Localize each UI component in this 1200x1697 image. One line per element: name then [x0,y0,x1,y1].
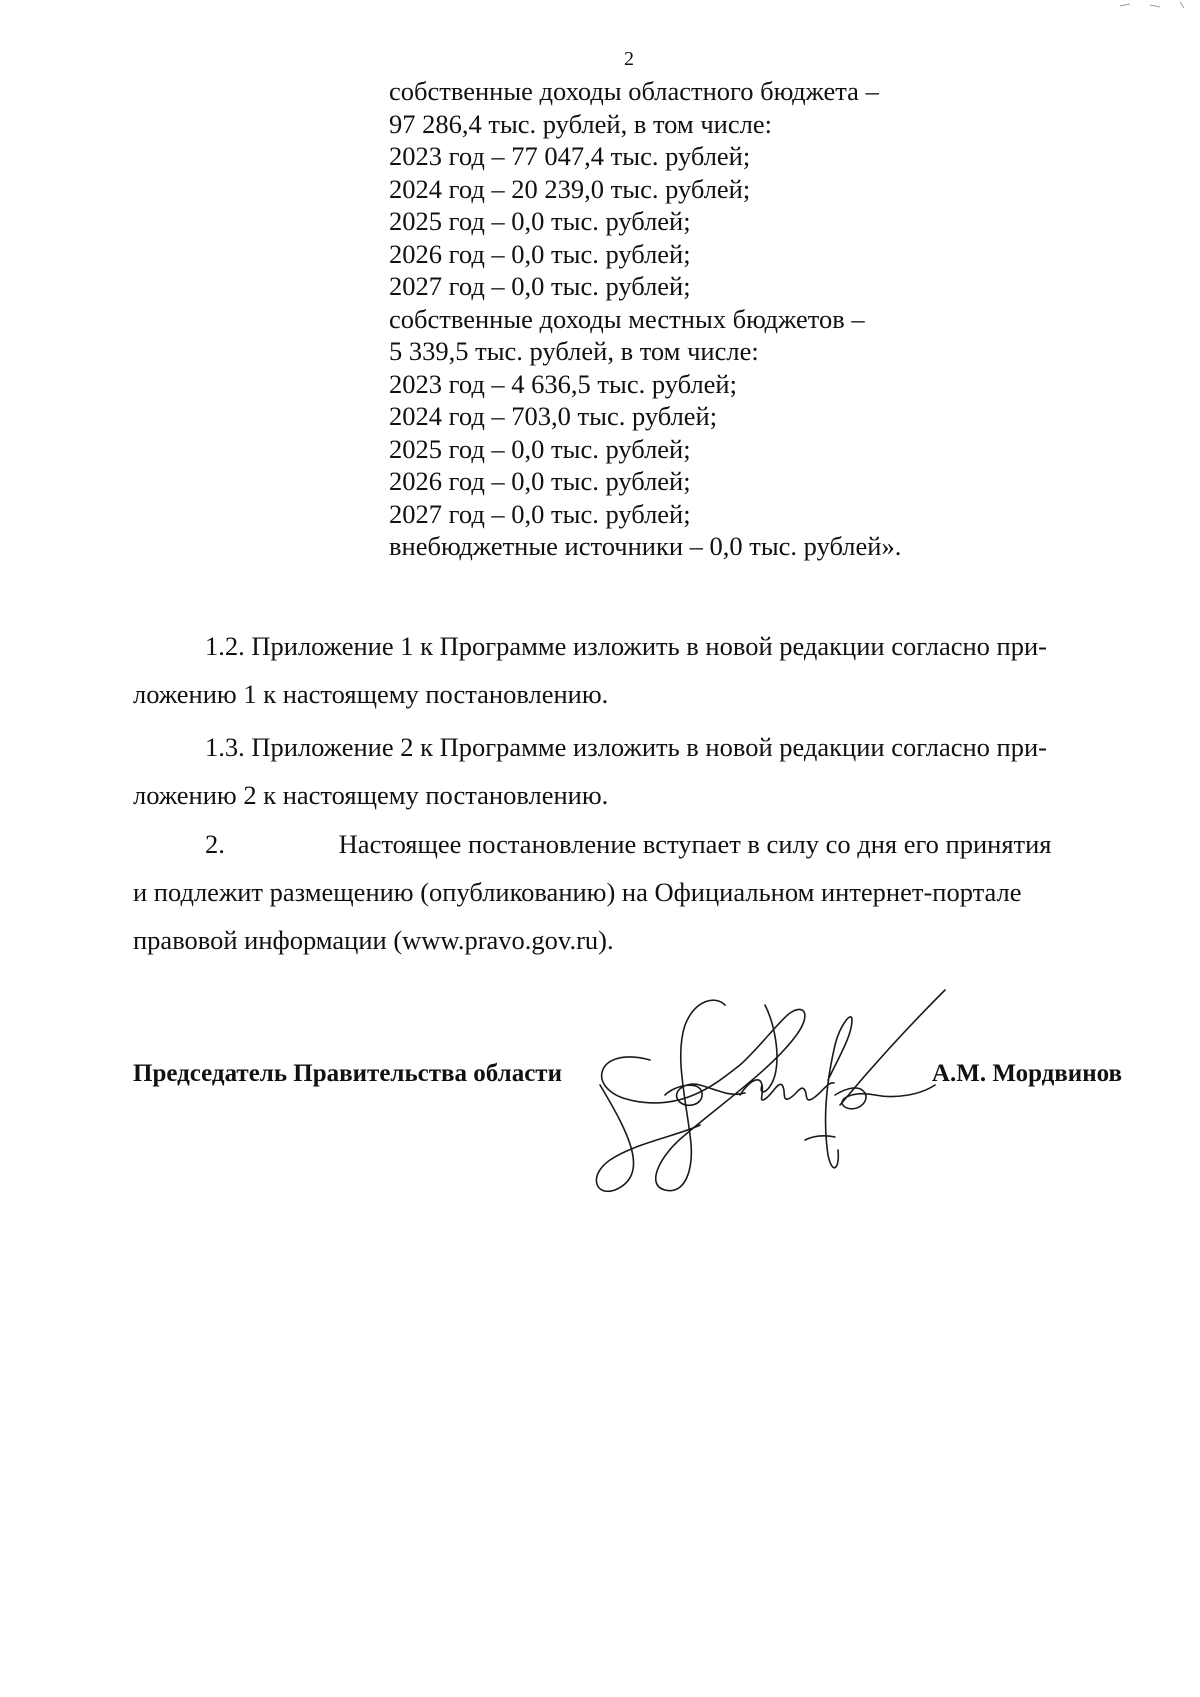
budget-line: 2026 год – 0,0 тыс. рублей; [389,466,691,496]
paragraph-line: ложению 2 к настоящему постановлению. [133,780,609,810]
handwritten-signature [590,985,960,1200]
page-number: 2 [624,48,634,70]
budget-line: внебюджетные источники – 0,0 тыс. рублей». [389,531,902,561]
budget-line: 2025 год – 0,0 тыс. рублей; [389,206,691,236]
budget-line: 2027 год – 0,0 тыс. рублей; [389,271,691,301]
paragraph-2 [133,820,1130,964]
budget-line: 97 286,4 тыс. рублей, в том числе: [389,108,772,139]
budget-funding-list [389,75,901,563]
paragraph-line: 1.3. Приложение 2 к Программе изложить в новой редакции согласно при- [205,732,1047,762]
paragraph-line [133,820,1130,868]
signatory-title: Председатель Правительства области [133,1060,562,1087]
scan-corner-mark [1100,0,1190,12]
budget-line: собственные доходы местных бюджетов – [389,303,865,334]
signatory-name: А.М. Мордвинов [931,1060,1122,1087]
budget-line: 2024 год – 703,0 тыс. рублей; [389,401,718,431]
budget-line: 5 339,5 тыс. рублей, в том числе: [389,336,759,366]
paragraph-line: 1.2. Приложение 1 к Программе изложить в новой редакции согласно при- [205,631,1047,661]
budget-line: 2025 год – 0,0 тыс. рублей; [389,433,691,464]
budget-line: 2023 год – 4 636,5 тыс. рублей; [389,368,737,399]
paragraph-1-2 [133,622,1130,718]
paragraph-1-3 [133,723,1130,819]
budget-line: 2023 год – 77 047,4 тыс. рублей; [389,141,751,171]
budget-line: 2026 год – 0,0 тыс. рублей; [389,238,691,269]
budget-line: 2024 год – 20 239,0 тыс. рублей; [389,173,751,204]
paragraph-line-text: Настоящее постановление вступает в силу со дня его принятия [338,829,1052,859]
paragraph-number: 2. [205,829,225,859]
paragraph-line: ложению 1 к настоящему постановлению. [133,679,609,709]
budget-line: собственные доходы областного бюджета – [389,76,879,106]
budget-line: 2027 год – 0,0 тыс. рублей; [389,498,691,529]
paragraph-line: правовой информации (www.pravo.gov.ru). [133,925,614,955]
paragraph-line: и подлежит размещению (опубликованию) на Официальном интернет-портале [133,877,1022,907]
